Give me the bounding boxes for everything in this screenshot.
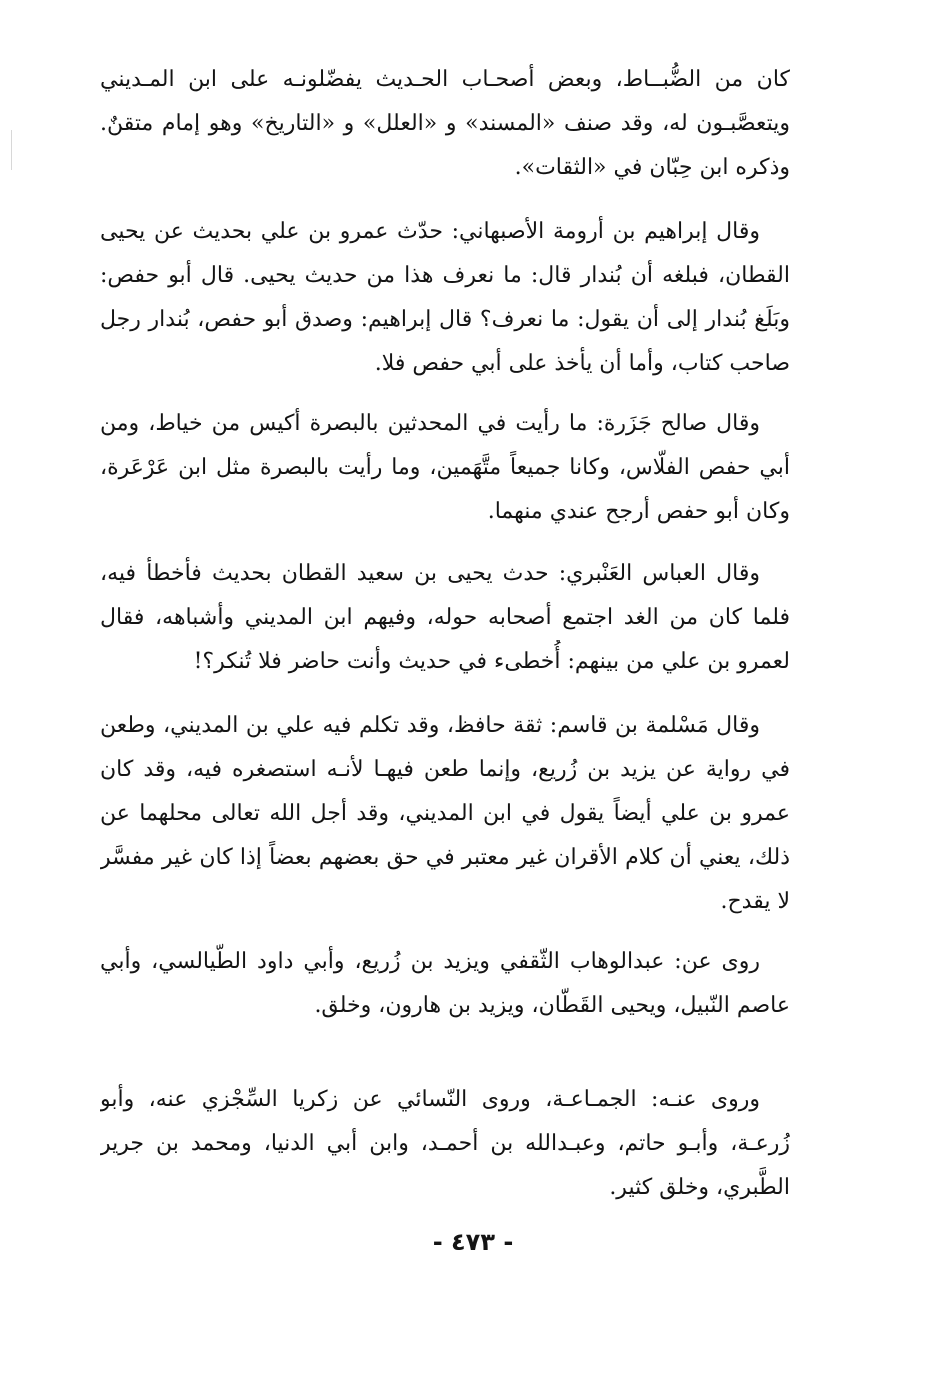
paragraph-line: وقال مَسْلمة بن قاسم: ثقة حافظ، وقد تكلم فيه علي بن المديني، وطعن	[100, 713, 760, 738]
paragraph-line: وذكره ابن حِبّان في «الثقات».	[514, 155, 790, 180]
paragraph-3	[100, 402, 790, 534]
paragraph-line: وبَلَغ بُندار إلى أن يقول: ما نعرف؟ قال إبراهيم: وصدق أبو حفص، بُندار رجل	[100, 307, 790, 332]
paragraph-1	[100, 58, 790, 190]
paragraph-line: عمرو بن علي أيضاً يقول في ابن المديني، وقد أجل الله تعالى محلهما عن	[100, 801, 790, 826]
paragraph-line: أبي حفص الفلّاس، وكانا جميعاً متَّهَمين، وما رأيت بالبصرة مثل ابن عَرْعَرة،	[100, 455, 790, 480]
paragraph-line: فلما كان من الغد اجتمع أصحابه حوله، وفيهم ابن المديني وأشباهه، فقال	[100, 605, 790, 630]
paragraph-line: وقال صالح جَزَرة: ما رأيت في المحدثين بالبصرة أكيس من خياط، ومن	[100, 411, 760, 436]
paragraph-line: ويتعصَّبـون له، وقد صنف «المسند» و «العلل» و «التاريخ» وهو إمام متقنٌ.	[100, 111, 790, 136]
paragraph-7	[100, 1078, 790, 1210]
page-number: - ٤٧٣ -	[432, 1228, 514, 1256]
paragraph-line: كان من الضُّبــاط، وبعض أصحـاب الحـديث يفضّلونـه على ابن المـديني	[100, 67, 790, 92]
scan-edge-mark	[11, 130, 12, 170]
paragraph-line: ذلك، يعني أن كلام الأقران غير معتبر في حق بعضهم بعضاً إذا كان غير مفسَّر	[100, 845, 790, 870]
paragraph-2	[100, 210, 790, 386]
paragraph-5	[100, 704, 790, 924]
paragraph-line: وروى عنـه: الجمـاعـة، وروى النّسائي عن زكريا السِّجْزي عنه، وأبو	[100, 1087, 760, 1112]
paragraph-line: لعمرو بن علي من بينهم: أُخطىء في حديث وأنت حاضر فلا تُنكر؟!	[193, 649, 790, 674]
paragraph-line: وقال العباس العَنْبري: حدث يحيى بن سعيد القطان بحديث فأخطأ فيه،	[100, 561, 760, 586]
paragraph-line: في رواية عن يزيد بن زُريع، وإنما طعن فيهـا لأنـه استصغره فيه، وقد كان	[100, 757, 790, 782]
paragraph-4	[100, 552, 790, 684]
paragraph-6	[100, 940, 790, 1028]
paragraph-line: زُرعـة، وأبـو حاتم، وعبـدالله بن أحمـد، وابن أبي الدنيا، ومحمد بن جرير	[100, 1131, 790, 1156]
paragraph-line: عاصم النّبيل، ويحيى القَطّان، ويزيد بن هارون، وخلق.	[314, 993, 790, 1018]
paragraph-line: صاحب كتاب، وأما أن يأخذ على أبي حفص فلا.	[374, 351, 790, 376]
paragraph-line: وكان أبو حفص أرجح عندي منهما.	[487, 499, 790, 524]
paragraph-line: الطَّبري، وخلق كثير.	[609, 1175, 790, 1200]
paragraph-line: لا يقدح.	[720, 889, 790, 914]
paragraph-line: القطان، فبلغه أن بُندار قال: ما نعرف هذا من حديث يحيى. قال أبو حفص:	[100, 263, 790, 288]
paragraph-line: وقال إبراهيم بن أرومة الأصبهاني: حدّث عمرو بن علي بحديث عن يحيى	[100, 219, 760, 244]
paragraph-line: روى عن: عبدالوهاب الثّقفي ويزيد بن زُريع، وأبي داود الطّيالسي، وأبي	[100, 949, 760, 974]
